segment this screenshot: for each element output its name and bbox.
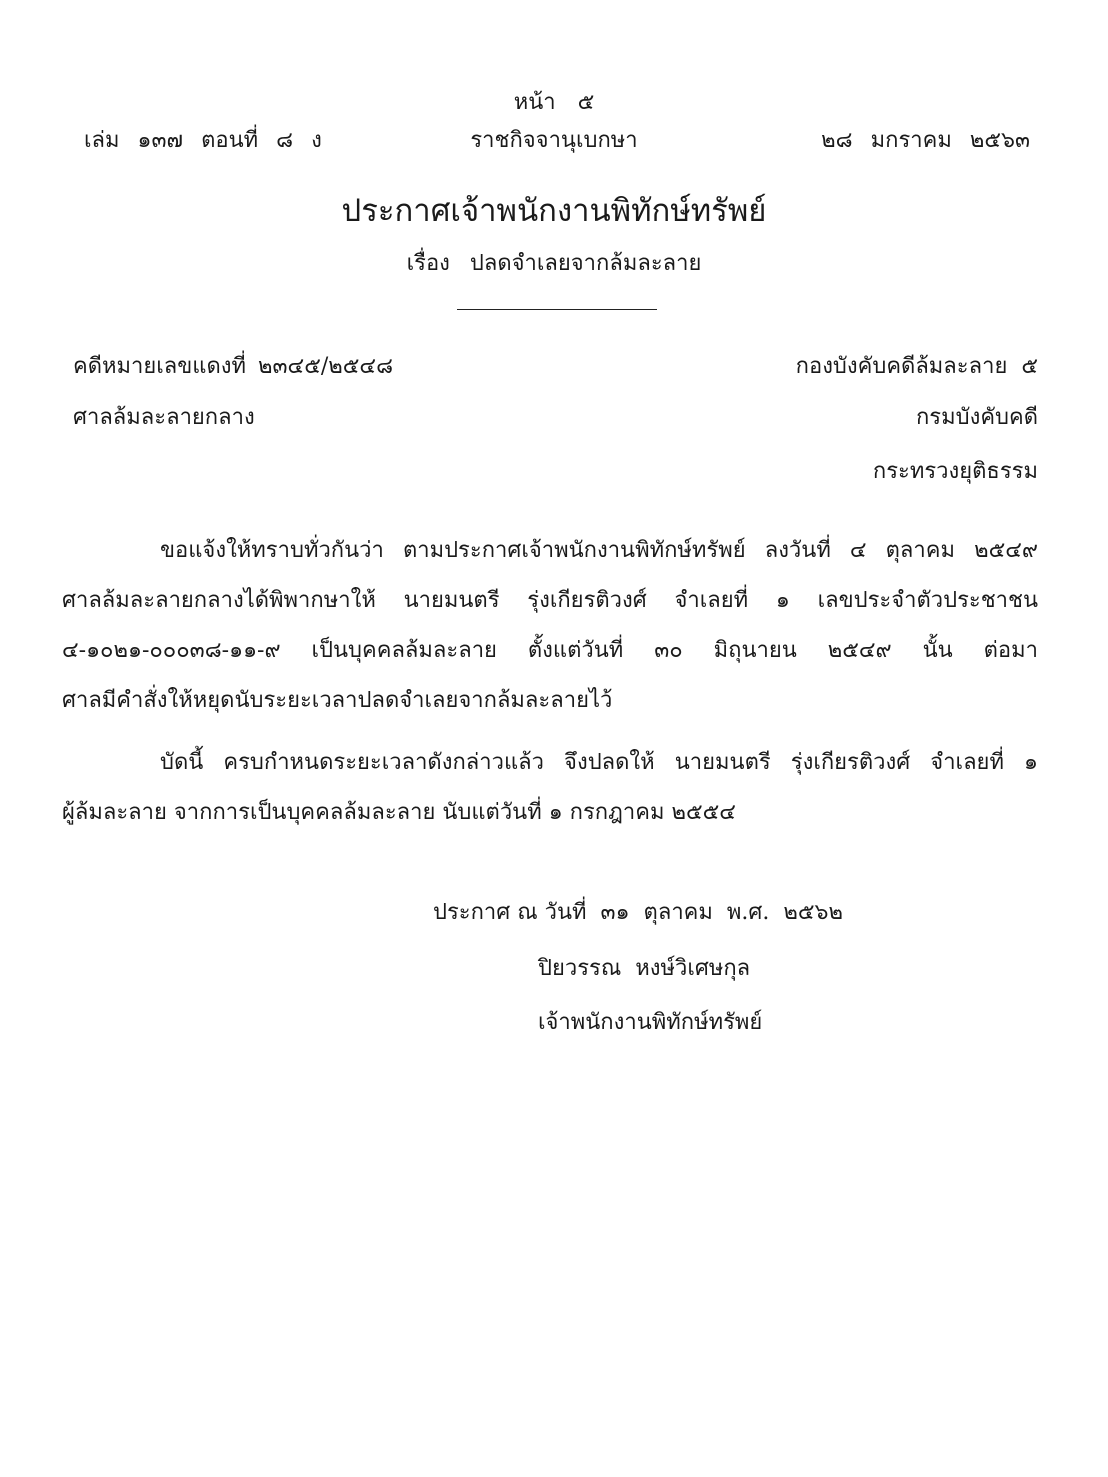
announcement-subject bbox=[0, 249, 1108, 279]
paragraph-line: ขอแจ้งให้ทราบทั่วกันว่า ตามประกาศเจ้าพนักงานพิทักษ์ทรัพย์ ลงวันที่ ๔ ตุลาคม ๒๕๔๙ bbox=[160, 538, 1038, 563]
announced-era: พ.ศ. bbox=[726, 900, 770, 925]
paragraph-line: ผู้ล้มละลาย จากการเป็นบุคคลล้มละลาย นับแต่วันที่ ๑ กรกฎาคม ๒๕๕๔ bbox=[62, 800, 736, 825]
signer-last-name: หงษ์วิเศษกุล bbox=[635, 956, 751, 981]
agency-department: กรมบังคับคดี bbox=[915, 405, 1038, 430]
agency-division-name: กองบังคับคดีล้มละลาย bbox=[795, 354, 1008, 379]
paragraph-line: บัดนี้ ครบกำหนดระยะเวลาดังกล่าวแล้ว จึงปลดให้ นายมนตรี รุ่งเกียรติวงศ์ จำเลยที่ ๑ bbox=[160, 750, 1038, 775]
page-number-value: ๕ bbox=[577, 90, 595, 115]
paragraph-line: ศาลมีคำสั่งให้หยุดนับระยะเวลาปลดจำเลยจากล้มละลายไว้ bbox=[62, 688, 613, 713]
paragraph-line: ๔-๑๐๒๑-๐๐๐๓๘-๑๑-๙ เป็นบุคคลล้มละลาย ตั้งแต่วันที่ ๓๐ มิถุนายน ๒๕๔๙ นั้น ต่อมา bbox=[62, 638, 1038, 663]
case-number-label: คดีหมายเลขแดงที่ bbox=[73, 354, 247, 379]
signer-first-name: ปิยวรรณ bbox=[538, 956, 622, 981]
title-divider bbox=[457, 309, 657, 310]
issue-type: ง bbox=[311, 128, 322, 153]
volume-number: ๑๓๗ bbox=[137, 128, 184, 153]
agency-division-number: ๕ bbox=[1021, 354, 1038, 379]
paragraph-line: ศาลล้มละลายกลางได้พิพากษาให้ นายมนตรี รุ่งเกียรติวงศ์ จำเลยที่ ๑ เลขประจำตัวประชาชน bbox=[62, 588, 1038, 613]
body-paragraph-2 bbox=[62, 738, 1038, 838]
publication-name: ราชกิจจานุเบกษา bbox=[470, 128, 638, 153]
signer-name bbox=[538, 954, 750, 984]
case-number-value: ๒๓๔๕/๒๕๔๘ bbox=[258, 354, 394, 379]
court-name: ศาลล้มละลายกลาง bbox=[73, 405, 255, 430]
agency-division bbox=[796, 352, 1038, 382]
announcement-title: ประกาศเจ้าพนักงานพิทักษ์ทรัพย์ bbox=[341, 193, 767, 229]
announced-label: ประกาศ ณ วันที่ bbox=[433, 900, 587, 925]
issue-number: ๘ bbox=[276, 128, 294, 153]
announcement-date bbox=[433, 898, 843, 928]
announced-day: ๓๑ bbox=[600, 900, 630, 925]
publication-date bbox=[821, 126, 1030, 156]
signer-position: เจ้าพนักงานพิทักษ์ทรัพย์ bbox=[538, 1010, 763, 1035]
subject-text: ปลดจำเลยจากล้มละลาย bbox=[469, 251, 702, 276]
case-number bbox=[73, 352, 393, 382]
publication-date-month: มกราคม bbox=[870, 128, 952, 153]
volume-label: เล่ม bbox=[84, 128, 120, 153]
page-number bbox=[0, 88, 1108, 118]
announced-year: ๒๕๖๒ bbox=[783, 900, 843, 925]
publication-date-day: ๒๘ bbox=[821, 128, 853, 153]
publication-date-year: ๒๕๖๓ bbox=[969, 128, 1030, 153]
body-paragraph-1 bbox=[62, 526, 1038, 726]
announced-month: ตุลาคม bbox=[643, 900, 713, 925]
issue-label: ตอนที่ bbox=[201, 128, 259, 153]
agency-ministry: กระทรวงยุติธรรม bbox=[872, 459, 1038, 484]
page-label: หน้า bbox=[513, 90, 556, 115]
subject-label: เรื่อง bbox=[406, 251, 450, 276]
